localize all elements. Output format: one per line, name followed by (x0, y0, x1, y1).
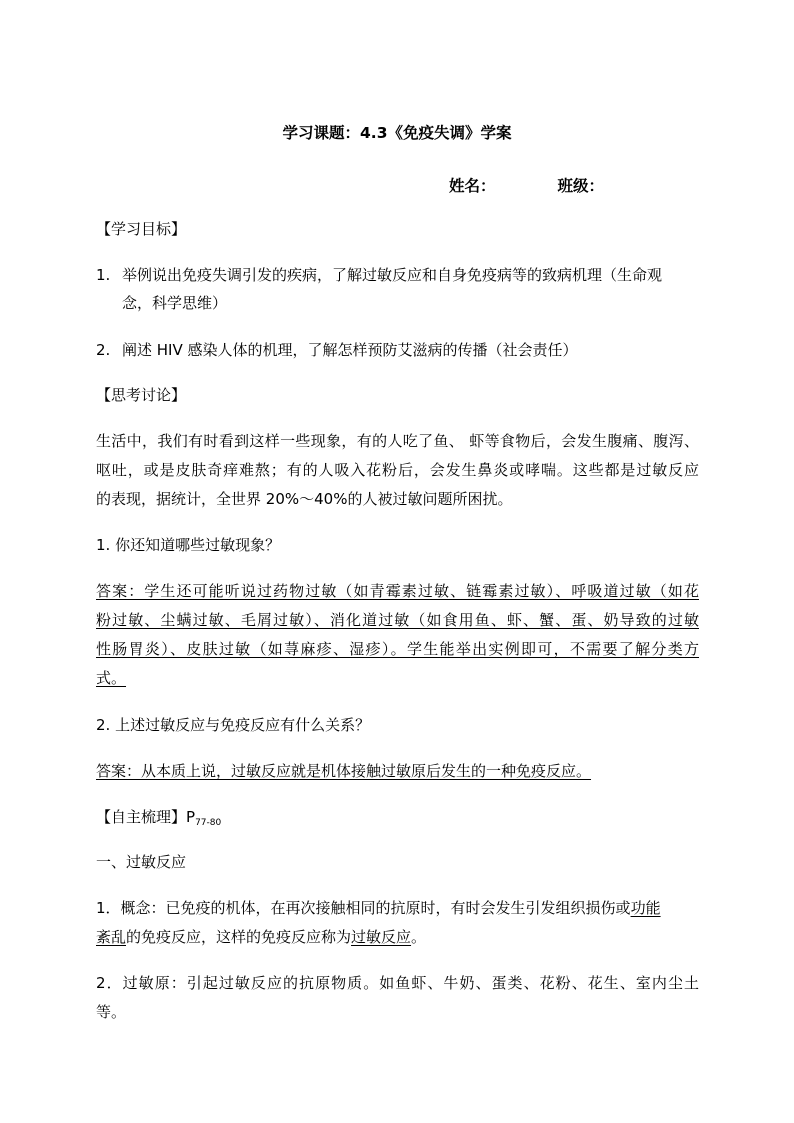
name-class-line (449, 174, 604, 196)
paragraph-line-2: 呕吐，或是皮肤奇痒难熬；有的人吸入花粉后，会发生鼻炎或哮喘。这些都是过敏反应 (96, 461, 699, 479)
goal-2-number: 2. (96, 341, 111, 359)
concept-text-a: 1．概念：已免疫的机体，在再次接触相同的抗原时，有时会发生引发组织损伤或 (96, 899, 631, 917)
paragraph-line-1: 生活中，我们有时看到这样一些现象，有的人吃了鱼、 虾等食物后，会发生腹痛、腹泻、 (96, 432, 699, 450)
class-label: 班级： (557, 177, 605, 195)
concept-line-2 (96, 926, 426, 947)
answer-1-line-2: 粉过敏、尘螨过敏、毛屑过敏）、消化道过敏（如食用鱼、虾、蟹、蛋、奶导致的过敏 (96, 611, 699, 629)
answer-2: 答案：从本质上说，过敏反应就是机体接触过敏原后发生的一种免疫反应。 (96, 762, 592, 780)
section-self-heading (96, 806, 221, 828)
answer-1-line-3: 性肠胃炎）、皮肤过敏（如荨麻疹、湿疹）。学生能举出实例即可，不需要了解分类方 (96, 640, 699, 658)
page-title: 学习课题：4.3《免疫失调》学案 (282, 124, 512, 142)
section-goals-heading: 【学习目标】 (96, 220, 187, 238)
concept-underlined-disorder: 紊乱 (96, 928, 127, 946)
allergen-line-1: 2．过敏原：引起过敏反应的抗原物质。如鱼虾、牛奶、蛋类、花粉、花生、室内尘土 (96, 974, 699, 992)
allergen-line-2: 等。 (96, 1003, 127, 1021)
section-self-title: 【自主梳理】 (96, 808, 187, 826)
paragraph-line-3: 的表现，据统计，全世界 20%～40%的人被过敏问题所困扰。 (96, 490, 513, 508)
answer-1-line-1: 答案：学生还可能听说过药物过敏（如青霉素过敏、链霉素过敏）、呼吸道过敏（如花 (96, 582, 699, 600)
goal-2-text: 阐述 HIV 感染人体的机理，了解怎样预防艾滋病的传播（社会责任） (122, 341, 578, 359)
heading-allergy: 一、过敏反应 (96, 853, 187, 871)
concept-underlined-function: 功能 (630, 899, 661, 917)
goal-1-number: 1. (96, 266, 111, 284)
concept-text-b: 的免疫反应，这样的免疫反应称为 (126, 928, 352, 946)
name-label: 姓名： (449, 177, 496, 195)
page-ref-p: P (186, 808, 196, 826)
goal-1-line-1 (96, 264, 662, 285)
concept-period: 。 (411, 928, 427, 946)
answer-1-line-4: 式。 (96, 669, 127, 687)
goal-2-line (96, 339, 578, 360)
concept-line-1 (96, 897, 661, 918)
page-ref-range: 77-80 (195, 818, 222, 828)
goal-1-line-2: 念，科学思维） (122, 294, 228, 312)
goal-1-text: 举例说出免疫失调引发的疾病，了解过敏反应和自身免疫病等的致病机理（生命观 (122, 266, 663, 284)
concept-underlined-term: 过敏反应 (351, 928, 412, 946)
section-discuss-heading: 【思考讨论】 (96, 386, 187, 404)
question-2: 2. 上述过敏反应与免疫反应有什么关系？ (96, 716, 371, 734)
question-1: 1. 你还知道哪些过敏现象？ (96, 536, 281, 554)
